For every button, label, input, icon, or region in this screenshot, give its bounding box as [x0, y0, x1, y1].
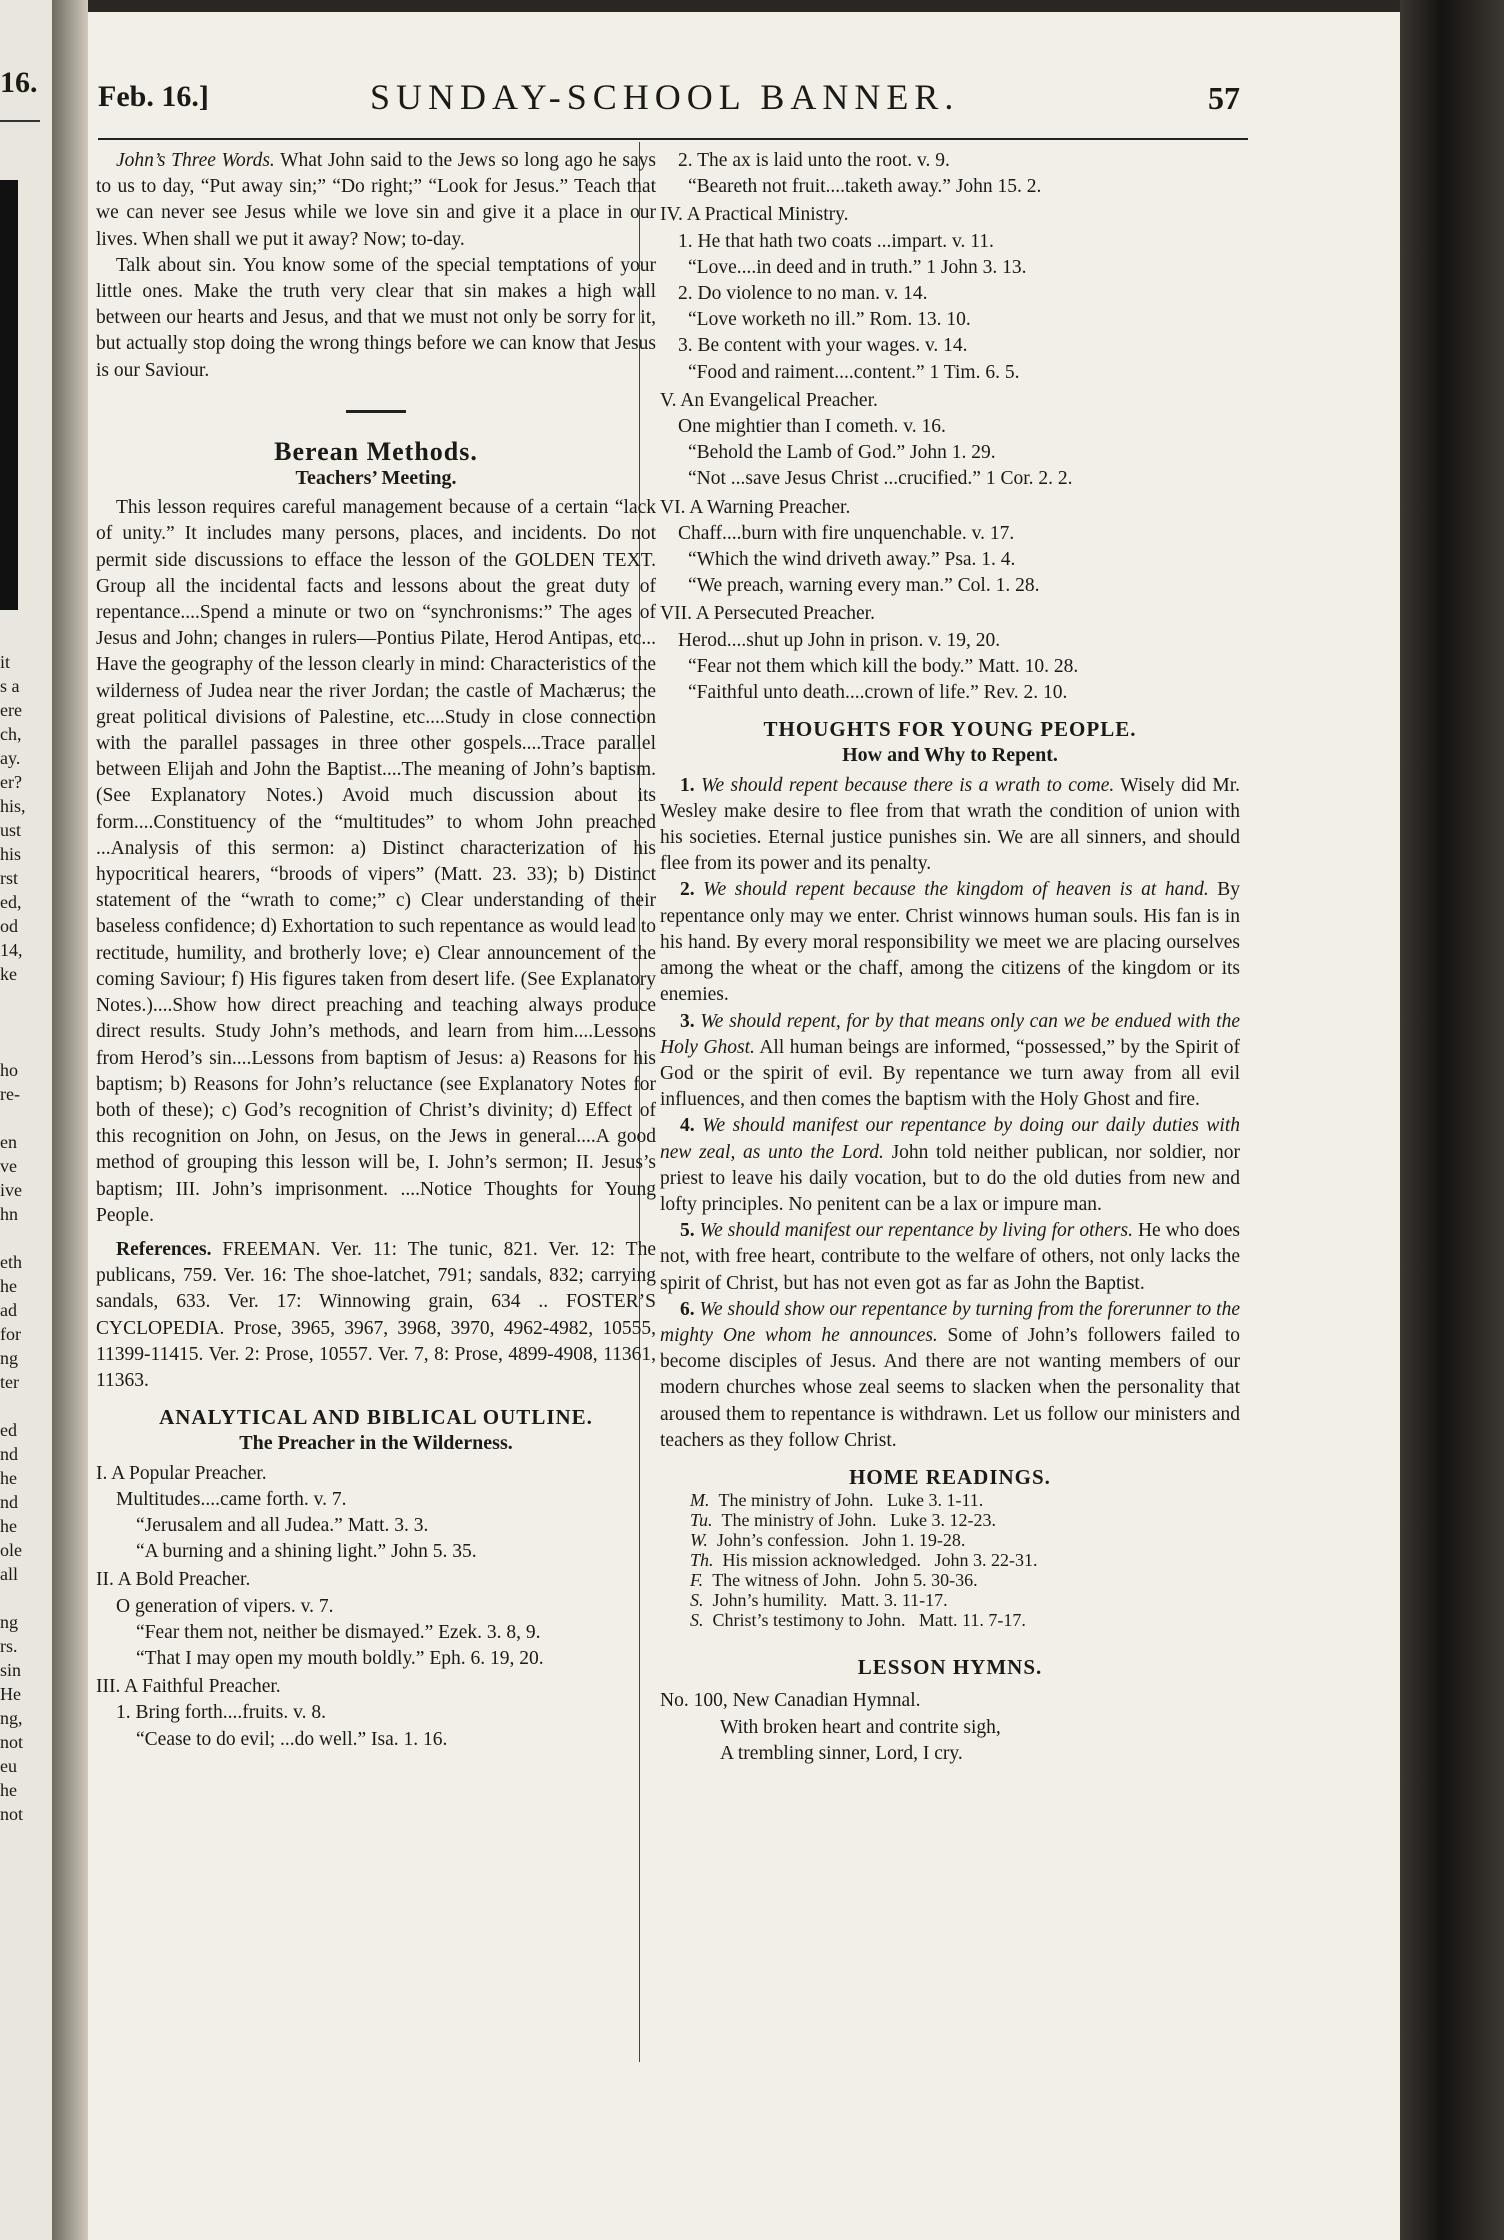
- thought-body: All human beings are informed, “possessed,” by the Spirit of God or the spirit of evil. By repentance we turn away from all evil influences, and then comes the baptism with the Holy Ghost and fire.: [660, 1036, 1240, 1111]
- reading-day: M.: [690, 1490, 719, 1511]
- reading-day: Tu.: [690, 1510, 722, 1531]
- outline-line: “Faithful unto death....crown of life.” Rev. 2. 10.: [688, 682, 1068, 704]
- thought-body: Some of John’s followers failed to become disciples of Jesus. And there are not wanting members of our modern churches whose zeal seems to slacken when the personality that aroused them to repentance is withdrawn. Let us follow our ministers and teachers as they follow Christ.: [660, 1324, 1240, 1451]
- outline-line: “We preach, warning every man.” Col. 1. 28.: [688, 575, 1040, 597]
- home-reading: [690, 1610, 1240, 1630]
- lesson-hymns-heading: LESSON HYMNS.: [857, 1655, 1043, 1680]
- reading-day: S.: [690, 1610, 713, 1631]
- thoughts-list: [660, 773, 1240, 1454]
- adjacent-header-rule: [0, 120, 40, 122]
- outline-line: 2. Do violence to no man. v. 14.: [678, 283, 928, 305]
- reading-day: Th.: [690, 1550, 723, 1571]
- outline-line: Chaff....burn with fire unquenchable. v. 17.: [678, 522, 1015, 544]
- home-reading: [690, 1490, 1240, 1510]
- outline-line: 1. Bring forth....fruits. v. 8.: [116, 1702, 326, 1724]
- berean-methods-heading: Berean Methods.: [274, 436, 478, 466]
- outline-list: [96, 1461, 656, 1753]
- reading-text: The witness of John. John 5. 30-36.: [712, 1570, 978, 1591]
- thoughts-subheading: How and Why to Repent.: [842, 744, 1058, 767]
- reading-text: John’s confession. John 1. 19-28.: [716, 1530, 966, 1551]
- outline-line: O generation of vipers. v. 7.: [116, 1595, 334, 1617]
- thought-body: John told neither publican, nor soldier, nor priest to leave his daily vocation, but to do the old duties from new and lofty principles. No penitent can be a lax or impure man.: [660, 1141, 1240, 1215]
- outline-line: “Love worketh no ill.” Rom. 13. 10.: [688, 309, 971, 331]
- adjacent-text-fragments: it s a ere ch, ay. er? his, ust his rst ed, od 14, ke ho re- en ve ive hn eth he ad for ng ter ed nd he nd he ole all ng rs. sin He ng, not eu he not: [0, 652, 26, 1824]
- page: [88, 12, 1400, 2240]
- header-rule: [98, 138, 1248, 140]
- outline-line: III. A Faithful Preacher.: [96, 1676, 281, 1698]
- reading-text: Christ’s testimony to John. Matt. 11. 7-17.: [712, 1610, 1026, 1631]
- book-edge: [1400, 0, 1504, 2240]
- outline-list-continued: [660, 148, 1240, 706]
- thought-heading: We should show our repentance by turning from the forerunner to the mighty One whom he announces.: [660, 1298, 1240, 1346]
- thought-paragraph: [660, 1113, 1240, 1218]
- home-readings-heading: HOME READINGS.: [849, 1464, 1051, 1489]
- outline-line: I. A Popular Preacher.: [96, 1462, 267, 1484]
- reading-day: F.: [690, 1570, 713, 1591]
- outline-line: VI. A Warning Preacher.: [660, 496, 851, 518]
- thought-number: 6.: [680, 1298, 700, 1320]
- reading-text: The ministry of John. Luke 3. 12-23.: [721, 1510, 996, 1531]
- intro-text: What John said to the Jews so long ago he says to us to day, “Put away sin;” “Do right;” “Look for Jesus.” Teach that we can never see Jesus while we love sin and give it a place in our lives. When shall we put it away? Now; to-day.: [96, 150, 656, 250]
- thought-heading: We should repent because the kingdom of heaven is at hand.: [703, 879, 1209, 901]
- reading-text: John’s humility. Matt. 3. 11-17.: [712, 1590, 948, 1611]
- outline-line: “Jerusalem and all Judea.” Matt. 3. 3.: [136, 1514, 429, 1536]
- outline-line: “Fear not them which kill the body.” Matt. 10. 28.: [688, 655, 1079, 677]
- home-readings-list: [690, 1490, 1240, 1630]
- thought-number: 5.: [680, 1220, 700, 1242]
- outline-line: “Love....in deed and in truth.” 1 John 3. 13.: [688, 256, 1027, 278]
- outline-subheading: The Preacher in the Wilderness.: [239, 1432, 513, 1455]
- thought-paragraph: [660, 877, 1240, 1008]
- outline-line: “Fear them not, neither be dismayed.” Ezek. 3. 8, 9.: [136, 1621, 541, 1643]
- hymn-source: No. 100, New Canadian Hymnal.: [660, 1690, 921, 1712]
- outline-line: 1. He that hath two coats ...impart. v. 11.: [678, 230, 994, 252]
- teachers-meeting-body: This lesson requires careful management because of a certain “lack of unity.” It includes many persons, places, and incidents. Do not permit side discussions to efface the lesson of the GOLDEN TEXT. Group all the incidental facts and lessons about the great duty of repentance....Spend a minute or two on “synchronisms:” The ages of Jesus and John; changes in rulers—Pontius Pilate, Herod Antipas, etc... Have the geography of the lesson clearly in mind: Characteristics of the wilderness of Judea near the river Jordan; the castle of Machærus; the great political divisions of Palestine, etc....Study in close connection with the parallel passages in three other gospels....Trace parallel between Elijah and John the Baptist....The meaning of John’s baptism. (See Explanatory Notes.) Avoid much discussion about its form....Constituency of the “multitudes” to whom John preached ...Analysis of this sermon: a) Distinct characterization of his hypocritical hearers, “broods of vipers” (Matt. 23. 33); b) Distinct statement of the “wrath to come;” c) Clear understanding of their baseless confidence; d) Exhortation to such repentance as would lead to rectitude, humility, and brotherly love; e) Clear announcement of the coming Saviour; f) His figures taken from desert life. (See Explanatory Notes.)....Show how direct preaching and teaching always produce direct results. Study John’s methods, and learn from him....Lessons from Herod’s sin....Lessons from baptism of Jesus: a) Reasons for his baptism; b) Reasons for John’s reluctance (see Explanatory Notes for both of these); c) God’s recognition of Christ’s divinity; d) Effect of this recognition on John, on Jesus, on the Jews in general....A good method of grouping this lesson will be, I. John’s sermon; II. Jesus’s baptism; III. John’s imprisonment. ....Notice Thoughts for Young People.: [96, 497, 656, 1226]
- outline-line: “Behold the Lamb of God.” John 1. 29.: [688, 442, 996, 464]
- outline-line: V. An Evangelical Preacher.: [660, 389, 878, 411]
- thought-heading: We should repent, for by that means only can we be endued with the Holy Ghost.: [660, 1010, 1241, 1058]
- outline-line: “A burning and a shining light.” John 5. 35.: [136, 1541, 477, 1563]
- page-number: 57: [1208, 80, 1240, 116]
- thought-paragraph: [660, 1297, 1240, 1454]
- outline-heading: ANALYTICAL AND BIBLICAL OUTLINE.: [159, 1405, 593, 1430]
- outline-line: One mightier than I cometh. v. 16.: [678, 416, 946, 438]
- reading-text: His mission acknowledged. John 3. 22-31.: [722, 1550, 1038, 1571]
- outline-line: Multitudes....came forth. v. 7.: [116, 1488, 347, 1510]
- home-reading: [690, 1570, 1240, 1590]
- header-title: SUNDAY-SCHOOL BANNER.: [370, 77, 960, 117]
- references-paragraph: [96, 1237, 656, 1394]
- book-gutter: [52, 0, 88, 2240]
- outline-line: VII. A Persecuted Preacher.: [660, 603, 875, 625]
- references-text: FREEMAN. Ver. 11: The tunic, 821. Ver. 12: The publicans, 759. Ver. 16: The shoe-latchet, 791; sandals, 832; carrying sandals, 633. Ver. 17: Winnowing grain, 634 .. FOSTER’S CYCLOPEDIA. Prose, 3965, 3967, 3968, 3970, 4962-4982, 10555, 11399-11415. Ver. 2: Prose, 10557. Ver. 7, 8: Prose, 4899-4908, 11361, 11363.: [96, 1238, 656, 1391]
- intro-paragraph: [96, 148, 656, 253]
- home-reading: [690, 1530, 1240, 1550]
- outline-line: “Not ...save Jesus Christ ...crucified.” 1 Cor. 2. 2.: [688, 468, 1073, 490]
- thought-number: 4.: [680, 1115, 703, 1137]
- thought-paragraph: [660, 1218, 1240, 1297]
- thought-body: He who does not, with free heart, contribute to the welfare of others, not only lacks the spirit of Christ, but has not even got as far as John the Baptist.: [660, 1220, 1240, 1294]
- header-date: Feb. 16.]: [98, 80, 209, 113]
- outline-line: 3. Be content with your wages. v. 14.: [678, 335, 968, 357]
- adjacent-page-number: 16.: [0, 66, 38, 99]
- teachers-meeting-heading: Teachers’ Meeting.: [295, 467, 457, 490]
- outline-line: “Which the wind driveth away.” Psa. 1. 4.: [688, 549, 1016, 571]
- thought-number: 3.: [680, 1010, 701, 1032]
- adjacent-dark-block: [0, 180, 18, 610]
- reading-day: S.: [690, 1590, 713, 1611]
- outline-line: “That I may open my mouth boldly.” Eph. 6. 19, 20.: [136, 1647, 544, 1669]
- outline-line: IV. A Practical Ministry.: [660, 204, 849, 226]
- thought-body: Wisely did Mr. Wesley make desire to flee from that wrath the condition of union with his societies. Eternal justice punishes sin. We are all sinners, and should flee from its power and its penalty.: [660, 774, 1241, 875]
- right-column: [660, 148, 1240, 1767]
- sin-paragraph: Talk about sin. You know some of the special temptations of your little ones. Make the truth very clear that sin makes a high wall between our hearts and Jesus, and that we must not only be sorry for it, but actually stop doing the wrong things before we can know that Jesus is our Saviour.: [96, 254, 656, 381]
- thought-paragraph: [660, 773, 1240, 878]
- reading-text: The ministry of John. Luke 3. 1-11.: [718, 1490, 984, 1511]
- home-reading: [690, 1590, 1240, 1610]
- thoughts-heading: THOUGHTS FOR YOUNG PEOPLE.: [763, 717, 1137, 742]
- outline-line: “Food and raiment....content.” 1 Tim. 6. 5.: [688, 361, 1020, 383]
- hymn-line: A trembling sinner, Lord, I cry.: [720, 1742, 963, 1764]
- hymn-line: With broken heart and contrite sigh,: [720, 1716, 1001, 1738]
- references-label: References.: [116, 1238, 212, 1260]
- thought-number: 2.: [680, 879, 704, 901]
- reading-day: W.: [690, 1530, 717, 1551]
- outline-line: “Beareth not fruit....taketh away.” John 15. 2.: [688, 176, 1042, 198]
- outline-line: 2. The ax is laid unto the root. v. 9.: [678, 150, 950, 171]
- outline-line: Herod....shut up John in prison. v. 19, 20.: [678, 629, 1001, 651]
- thought-heading: We should manifest our repentance by doing our daily duties with new zeal, as unto the Lord.: [660, 1115, 1240, 1163]
- thought-number: 1.: [680, 774, 702, 796]
- section-divider: [346, 410, 406, 413]
- home-reading: [690, 1510, 1240, 1530]
- outline-line: II. A Bold Preacher.: [96, 1569, 251, 1591]
- running-header: [98, 77, 1248, 120]
- home-reading: [690, 1550, 1240, 1570]
- thought-paragraph: [660, 1009, 1240, 1114]
- intro-italic: John’s Three Words.: [116, 150, 275, 171]
- adjacent-page-strip: [0, 0, 52, 2240]
- thought-heading: We should manifest our repentance by living for others.: [699, 1220, 1133, 1242]
- outline-line: “Cease to do evil; ...do well.” Isa. 1. 16.: [136, 1728, 448, 1750]
- thought-heading: We should repent because there is a wrath to come.: [701, 774, 1115, 796]
- left-column: [96, 148, 656, 1753]
- thought-body: By repentance only may we enter. Christ winnows human souls. His fan is in his hand. By every moral responsibility we meet we are placing ourselves among the wheat or the chaff, among the citizens of the kingdom or its enemies.: [660, 879, 1240, 1006]
